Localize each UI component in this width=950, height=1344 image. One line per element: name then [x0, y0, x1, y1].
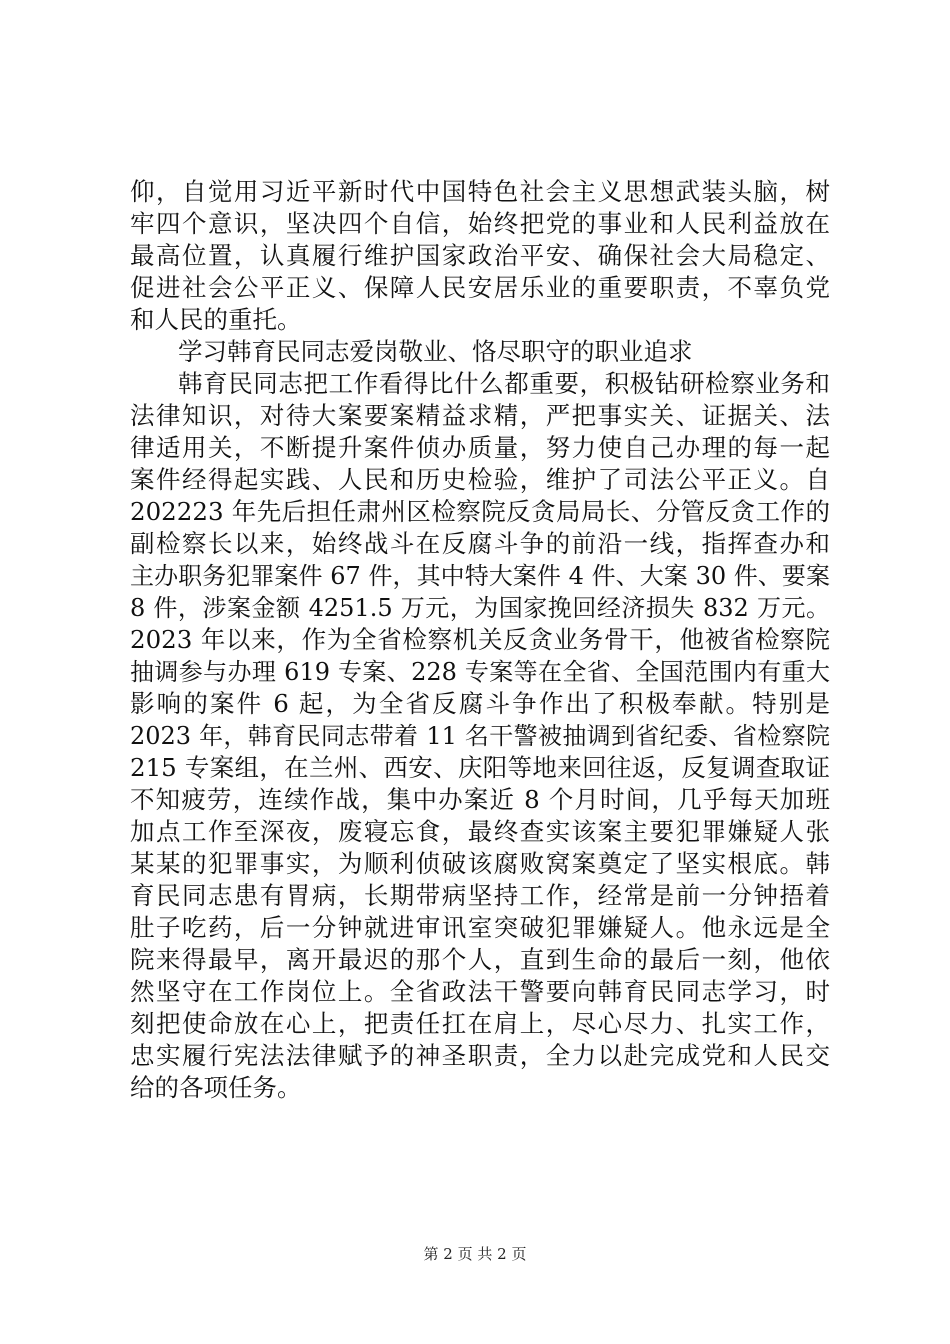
body-text-line: 主办职务犯罪案件 67 件，其中特大案件 4 件、大案 30 件、要案 — [130, 562, 830, 590]
body-text-line: 抽调参与办理 619 专案、228 专案等在全省、全国范围内有重大 — [130, 658, 830, 686]
body-text-line: 影响的案件 6 起，为全省反腐斗争作出了积极奉献。特别是 — [130, 689, 830, 718]
body-text-line: 法律知识，对待大案要案精益求精，严把事实关、证据关、法 — [130, 401, 830, 430]
body-text-line: 肚子吃药，后一分钟就进审讯室突破犯罪嫌疑人。他永远是全 — [130, 913, 830, 942]
body-text-line: 育民同志患有胃病，长期带病坚持工作，经常是前一分钟捂着 — [130, 881, 830, 910]
body-text-line: 和人民的重托。 — [130, 305, 302, 334]
body-text-line: 韩育民同志把工作看得比什么都重要，积极钻研检察业务和 — [178, 369, 830, 398]
body-text-line: 牢四个意识，坚决四个自信，始终把党的事业和人民利益放在 — [130, 209, 830, 238]
body-text-line: 副检察长以来，始终战斗在反腐斗争的前沿一线，指挥查办和 — [130, 529, 830, 558]
body-text-line: 院来得最早，离开最迟的那个人，直到生命的最后一刻，他依 — [130, 945, 830, 974]
section-heading: 学习韩育民同志爱岗敬业、恪尽职守的职业追求 — [178, 337, 693, 366]
body-text-line: 律适用关，不断提升案件侦办质量，努力使自己办理的每一起 — [130, 433, 830, 462]
body-text-line: 促进社会公平正义、保障人民安居乐业的重要职责，不辜负党 — [130, 273, 830, 302]
body-text-line: 2023 年，韩育民同志带着 11 名干警被抽调到省纪委、省检察院 — [130, 722, 830, 750]
body-text-line: 2023 年以来，作为全省检察机关反贪业务骨干，他被省检察院 — [130, 625, 830, 654]
body-text-line: 刻把使命放在心上，把责任扛在肩上，尽心尽力、扎实工作， — [130, 1009, 830, 1038]
body-text-line: 202223 年先后担任肃州区检察院反贪局局长、分管反贪工作的 — [130, 497, 830, 526]
body-text-line: 仰，自觉用习近平新时代中国特色社会主义思想武装头脑，树 — [130, 177, 830, 206]
body-text-line: 215 专案组，在兰州、西安、庆阳等地来回往返，反复调查取证 — [130, 753, 830, 782]
body-text-line: 然坚守在工作岗位上。全省政法干警要向韩育民同志学习，时 — [130, 977, 830, 1006]
body-text-line: 给的各项任务。 — [130, 1073, 302, 1102]
page-number-footer: 第 2 页 共 2 页 — [423, 1245, 527, 1263]
body-text-line: 最高位置，认真履行维护国家政治平安、确保社会大局稳定、 — [130, 241, 830, 270]
body-text-line: 忠实履行宪法法律赋予的神圣职责，全力以赴完成党和人民交 — [130, 1041, 830, 1070]
body-text-line: 某某的犯罪事实，为顺利侦破该腐败窝案奠定了坚实根底。韩 — [130, 849, 830, 878]
body-text-line: 不知疲劳，连续作战，集中办案近 8 个月时间，几乎每天加班 — [130, 785, 830, 814]
body-text-line: 8 件，涉案金额 4251.5 万元，为国家挽回经济损失 832 万元。 — [130, 594, 830, 622]
body-text-line: 加点工作至深夜，废寝忘食，最终查实该案主要犯罪嫌疑人张 — [130, 817, 830, 846]
body-text-line: 案件经得起实践、人民和历史检验，维护了司法公平正义。自 — [130, 465, 830, 494]
